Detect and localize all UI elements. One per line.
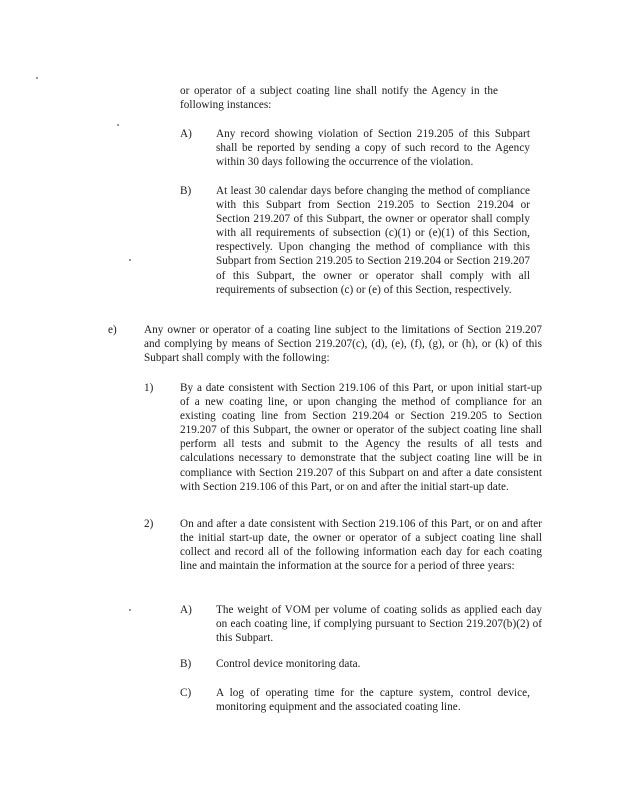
item-marker: B): [180, 185, 192, 197]
scan-speck: [129, 259, 131, 261]
section-e-item-1-text: By a date consistent with Section 219.106 of this Part, or upon initial start-up of a new coating line, or upon changing the method of compliance for an existing coating line from Section 219.204 or Section 219.205 to Section 219.207 of this Subpart, the owner or operator of the subject coating line shall perform all tests and submit to the Agency the results of all tests and calculations necessary to demonstrate that the subject coating line will be in compliance with Section 219.207 of this Subpart on and after a date consistent with Section 219.106 of this Part, or on and after the initial start-up date.: [180, 382, 542, 493]
subitem-a-text: The weight of VOM per volume of coating solids as applied each day on each coating line, if complying pursuant to Section 219.207(b)(2) of this Subpart.: [216, 604, 542, 645]
item-marker: 1): [144, 382, 154, 394]
section-marker: e): [108, 324, 117, 336]
intro-item-b-text: At least 30 calendar days before changing the method of compliance with this Subpart from Section 219.205 to Section 219.204 or Section 219.207 of this Subpart, the owner or operator shall comply with all requirements of subsection (c)(1) or (e)(1) of this Section, respectively. Upon changing the method of compliance with this Subpart from Section 219.205 to Section 219.204 or Section 219.207 of this Subpart, the owner or operator shall comply with all requirements of subsection (c) or (e) of this Section, respectively.: [216, 185, 530, 296]
subitem-c-text: A log of operating time for the capture system, control device, monitoring equipment and the associated coating line.: [216, 687, 530, 714]
item-marker: B): [180, 658, 192, 670]
item-marker: C): [180, 687, 192, 699]
section-e-item-2-text: On and after a date consistent with Section 219.106 of this Part, or on and after the initial start-up date, the owner or operator of a subject coating line shall collect and record all of the following information each day for each coating line and maintain the information at the source for a period of three years:: [180, 518, 542, 573]
item-marker: A): [180, 128, 192, 140]
item-marker: 2): [144, 518, 154, 530]
item-marker: A): [180, 604, 192, 616]
scan-speck: [117, 124, 119, 126]
intro-continued-paragraph: or operator of a subject coating line shall notify the Agency in the following instances:: [180, 85, 498, 112]
intro-item-a-text: Any record showing violation of Section 219.205 of this Subpart shall be reported by sending a copy of such record to the Agency within 30 days following the occurrence of the violation.: [216, 128, 530, 169]
scan-speck: [36, 77, 38, 79]
scan-speck: [129, 609, 131, 611]
subitem-b-text: Control device monitoring data.: [216, 658, 361, 670]
section-e-text: Any owner or operator of a coating line subject to the limitations of Section 219.207 and complying by means of Section 219.207(c), (d), (e), (f), (g), or (h), or (k) of this Subpart shall comply with the following:: [144, 324, 542, 365]
